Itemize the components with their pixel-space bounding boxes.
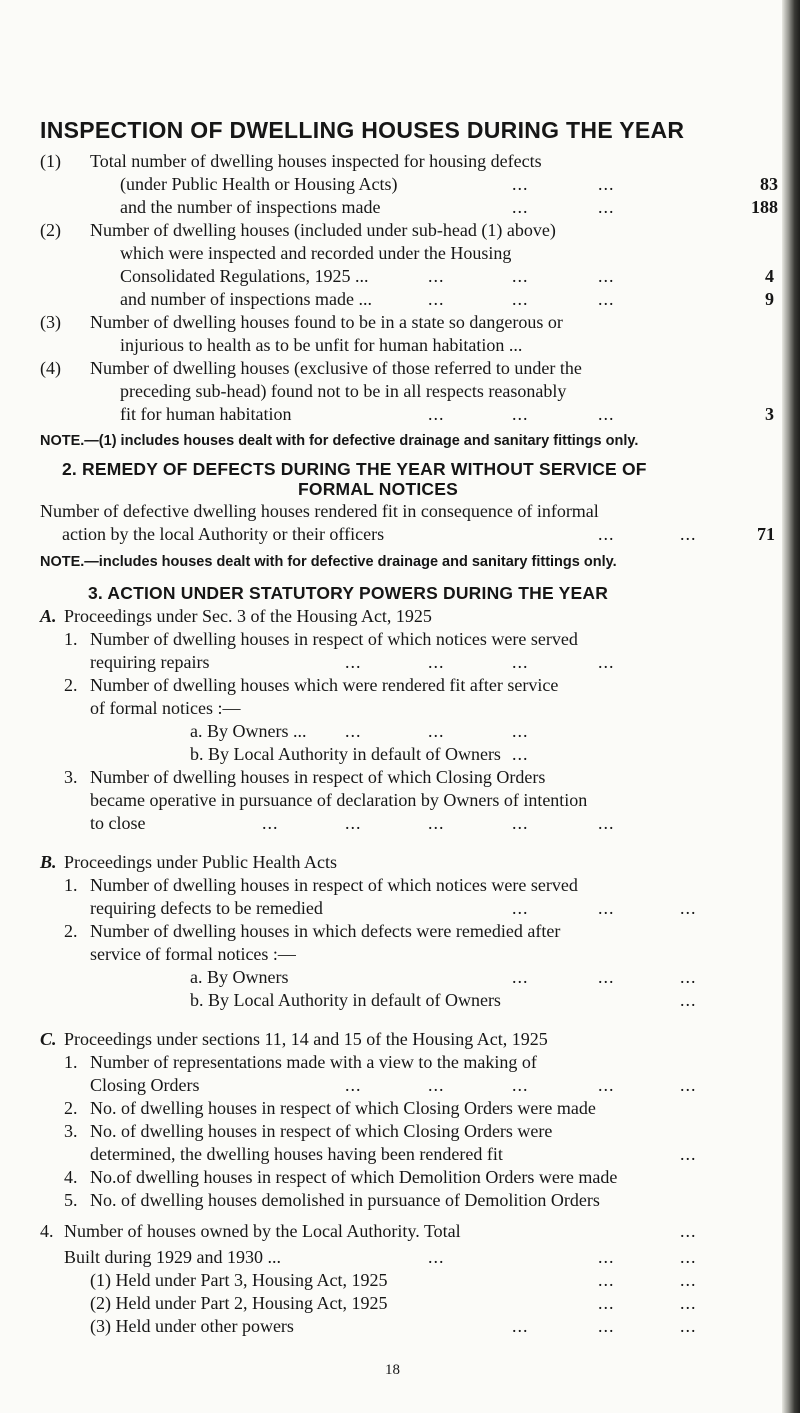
part-b-sub-b: b. By Local Authority in default of Owners [190,990,501,1010]
part-a-item-2-line-2: of formal notices :— [90,698,241,718]
part-b-item-1-number: 1. [64,875,78,895]
dot-leader: ... [512,174,529,194]
part-c-item-1-line-1: Number of representations made with a view to the making of [90,1052,537,1072]
part-a-title: Proceedings under Sec. 3 of the Housing Act, 1925 [64,606,432,626]
dot-leader: ... [598,1247,615,1267]
item-1-line-1: Total number of dwelling houses inspected for housing defects [90,151,542,171]
item-2-line-3: Consolidated Regulations, 1925 ... [120,266,369,286]
page-number: 18 [385,1362,400,1378]
dot-leader: ... [262,813,279,833]
part-a-letter: A. [40,606,57,626]
dot-leader: ... [345,721,362,741]
section-4-line-1: Number of houses owned by the Local Authority. Total [64,1221,461,1241]
section-4-number: 4. [40,1221,54,1241]
dot-leader: ... [345,813,362,833]
section-1-note: NOTE.—(1) includes houses dealt with for defective drainage and sanitary fittings only. [40,433,639,449]
section-2-note: NOTE.—includes houses dealt with for defective drainage and sanitary fittings only. [40,554,617,570]
part-c-item-1-number: 1. [64,1052,78,1072]
part-c-title: Proceedings under sections 11, 14 and 15 of the Housing Act, 1925 [64,1029,548,1049]
dot-leader: ... [680,967,697,987]
part-c-item-3-number: 3. [64,1121,78,1141]
dot-leader: ... [680,990,697,1010]
item-2-number: (2) [40,220,61,240]
dot-leader: ... [598,967,615,987]
part-b-item-1-line-2: requiring defects to be remedied [90,898,323,918]
item-4-line-3: fit for human habitation [120,404,292,424]
part-c-item-4-number: 4. [64,1167,78,1187]
dot-leader: ... [428,404,445,424]
dot-leader: ... [680,1144,697,1164]
dot-leader: ... [598,1270,615,1290]
item-2-line-4: and number of inspections made ... [120,289,372,309]
dot-leader: ... [598,289,615,309]
dot-leader: ... [428,289,445,309]
scanned-page-edge [782,0,800,1413]
dot-leader: ... [345,1075,362,1095]
dot-leader: ... [428,1075,445,1095]
dot-leader: ... [512,721,529,741]
dot-leader: ... [680,1316,697,1336]
dot-leader: ... [680,1293,697,1313]
dot-leader: ... [428,813,445,833]
item-4-value: 3 [765,404,774,424]
dot-leader: ... [680,1247,697,1267]
item-4-line-2: preceding sub-head) found not to be in all respects reasonably [120,381,567,401]
dot-leader: ... [598,266,615,286]
part-c-item-1-line-2: Closing Orders [90,1075,200,1095]
dot-leader: ... [512,813,529,833]
dot-leader: ... [428,266,445,286]
section-3-heading: 3. ACTION UNDER STATUTORY POWERS DURING THE YEAR [88,583,609,603]
dot-leader: ... [680,1075,697,1095]
part-b-letter: B. [40,852,57,872]
part-a-sub-a: a. By Owners ... [190,721,307,741]
dot-leader: ... [680,1270,697,1290]
dot-leader: ... [345,652,362,672]
item-2-line-1: Number of dwelling houses (included under sub-head (1) above) [90,220,556,240]
part-c-item-5-number: 5. [64,1190,78,1210]
section-2-line-1: Number of defective dwelling houses rendered fit in consequence of informal [40,501,599,521]
dot-leader: ... [598,174,615,194]
part-a-sub-b: b. By Local Authority in default of Owners [190,744,501,764]
part-a-item-2-line-1: Number of dwelling houses which were rendered fit after service [90,675,559,695]
dot-leader: ... [512,1316,529,1336]
part-b-item-2-number: 2. [64,921,78,941]
item-1-line-3: and the number of inspections made [120,197,381,217]
section-4-sub-3: (3) Held under other powers [90,1316,294,1336]
section-4-sub-1: (1) Held under Part 3, Housing Act, 1925 [90,1270,388,1290]
item-3-line-2: injurious to health as to be unfit for human habitation ... [120,335,523,355]
part-b-item-1-line-1: Number of dwelling houses in respect of which notices were served [90,875,578,895]
item-1-houses-value: 83 [760,174,778,194]
part-b-sub-a: a. By Owners [190,967,289,987]
dot-leader: ... [512,197,529,217]
item-1-line-2: (under Public Health or Housing Acts) [120,174,398,194]
dot-leader: ... [680,1221,697,1241]
section-4-sub-2: (2) Held under Part 2, Housing Act, 1925 [90,1293,388,1313]
dot-leader: ... [598,1075,615,1095]
page-title: INSPECTION OF DWELLING HOUSES DURING THE YEAR [40,117,685,143]
part-a-item-2-number: 2. [64,675,78,695]
part-a-item-3-number: 3. [64,767,78,787]
dot-leader: ... [598,524,615,544]
dot-leader: ... [512,967,529,987]
section-2-heading: 2. REMEDY OF DEFECTS DURING THE YEAR WITHOUT SERVICE OF [62,459,647,479]
item-4-number: (4) [40,358,61,378]
part-a-item-3-line-3: to close [90,813,146,833]
section-2-line-2: action by the local Authority or their officers [62,524,385,544]
dot-leader: ... [598,1293,615,1313]
item-1-inspections-value: 188 [751,197,778,217]
part-c-item-5-line-1: No. of dwelling houses demolished in pursuance of Demolition Orders [90,1190,600,1210]
part-c-item-3-line-2: determined, the dwelling houses having been rendered fit [90,1144,503,1164]
dot-leader: ... [680,898,697,918]
dot-leader: ... [512,404,529,424]
dot-leader: ... [512,652,529,672]
section-2-value: 71 [757,524,775,544]
dot-leader: ... [598,898,615,918]
section-4-line-2: Built during 1929 and 1930 ... [64,1247,281,1267]
item-2-line-2: which were inspected and recorded under the Housing [120,243,512,263]
item-1-number: (1) [40,151,61,171]
part-c-item-2-line-1: No. of dwelling houses in respect of which Closing Orders were made [90,1098,596,1118]
part-b-item-2-line-2: service of formal notices :— [90,944,296,964]
item-3-number: (3) [40,312,61,332]
dot-leader: ... [680,524,697,544]
dot-leader: ... [598,813,615,833]
dot-leader: ... [512,266,529,286]
dot-leader: ... [598,197,615,217]
part-b-item-2-line-1: Number of dwelling houses in which defects were remedied after [90,921,561,941]
dot-leader: ... [512,289,529,309]
part-c-letter: C. [40,1029,57,1049]
part-a-item-1-line-1: Number of dwelling houses in respect of which notices were served [90,629,578,649]
part-a-item-3-line-2: became operative in pursuance of declaration by Owners of intention [90,790,588,810]
part-c-item-4-line-1: No.of dwelling houses in respect of which Demolition Orders were made [90,1167,618,1187]
part-c-item-2-number: 2. [64,1098,78,1118]
dot-leader: ... [428,721,445,741]
dot-leader: ... [428,652,445,672]
dot-leader: ... [512,744,529,764]
part-a-item-1-line-2: requiring repairs [90,652,210,672]
part-a-item-3-line-1: Number of dwelling houses in respect of which Closing Orders [90,767,546,787]
part-c-item-3-line-1: No. of dwelling houses in respect of which Closing Orders were [90,1121,553,1141]
part-a-item-1-number: 1. [64,629,78,649]
dot-leader: ... [598,1316,615,1336]
dot-leader: ... [428,1247,445,1267]
section-2-heading-cont: FORMAL NOTICES [298,479,458,499]
dot-leader: ... [598,652,615,672]
item-3-line-1: Number of dwelling houses found to be in a state so dangerous or [90,312,563,332]
part-b-title: Proceedings under Public Health Acts [64,852,337,872]
item-2-inspections-value: 9 [765,289,774,309]
item-2-houses-value: 4 [765,266,774,286]
dot-leader: ... [512,898,529,918]
dot-leader: ... [598,404,615,424]
item-4-line-1: Number of dwelling houses (exclusive of those referred to under the [90,358,582,378]
dot-leader: ... [512,1075,529,1095]
